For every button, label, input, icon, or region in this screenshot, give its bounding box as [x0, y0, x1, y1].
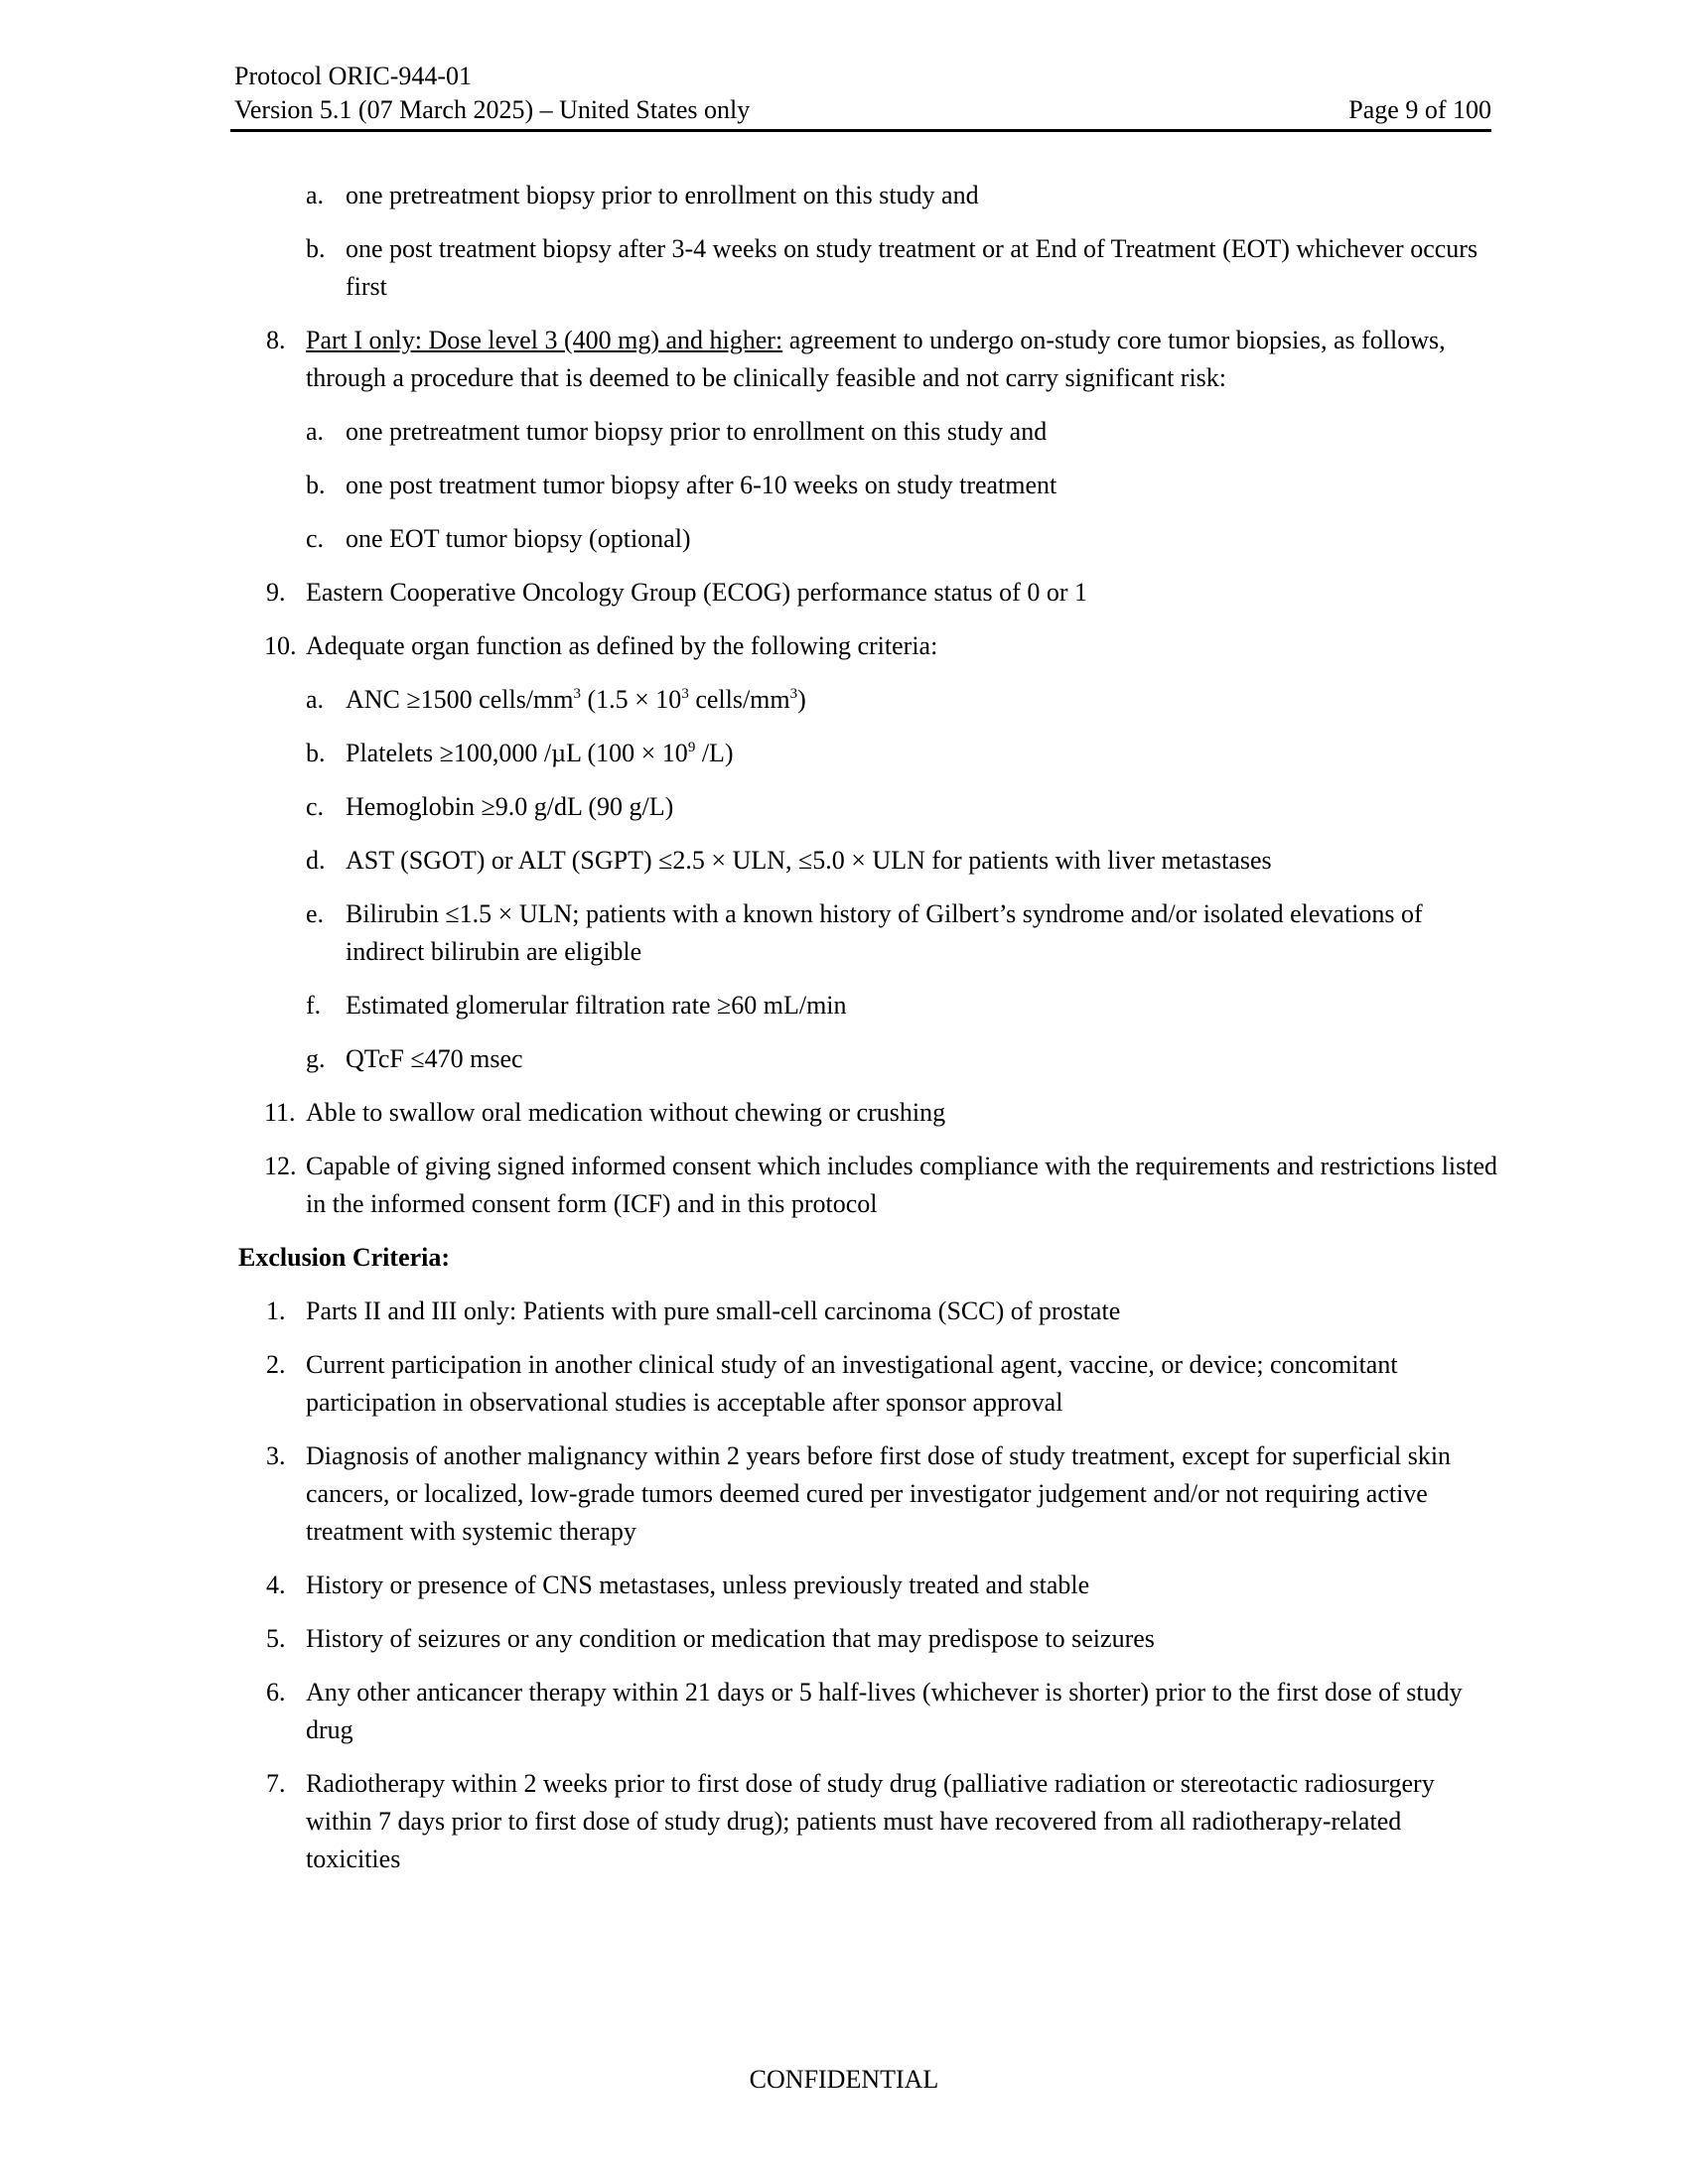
- list-item: a. one pretreatment biopsy prior to enrollment on this study and: [306, 181, 979, 209]
- inclusion-item-10: 10. Adequate organ function as defined by the following criteria:: [264, 631, 938, 660]
- document-body: [238, 177, 1499, 1894]
- exclusion-item: 3. Diagnosis of another malignancy within 2 years before first dose of study treatment, except for superficial skin cancers, or localized, low-grade tumors deemed cured per investigator judgement and/or not requiring active treatment with systemic therapy: [266, 1441, 1452, 1546]
- underlined-condition: Part I only: Dose level 3 (400 mg) and higher:: [306, 326, 783, 354]
- list-item: e. Bilirubin ≤1.5 × ULN; patients with a known history of Gilbert’s syndrome and/or isolated elevations of indirect bilirubin are eligible: [306, 899, 1423, 966]
- list-item: b. Platelets ≥100,000 /µL ($100 \times 10^9$ /L): [306, 739, 734, 767]
- list-item: d. AST (SGOT) or ALT (SGPT) ≤2.5 × ULN, ≤5.0 × ULN for patients with liver metastases: [306, 846, 1272, 875]
- exclusion-item: 4. History or presence of CNS metastases, unless previously treated and stable: [266, 1570, 1090, 1599]
- inclusion-item-12: 12. Capable of giving signed informed consent which includes compliance with the requirements and restrictions listed in the informed consent form (ICF) and in this protocol: [264, 1152, 1498, 1218]
- list-item: a. ANC ≥1500 cells/$mm^3$ ($1.5 \times 10^3$ cells/$mm^3$): [306, 685, 806, 714]
- list-item: g. QTcF ≤470 msec: [306, 1044, 523, 1073]
- page-header: [234, 60, 1491, 127]
- exclusion-item: 1. Parts II and III only: Patients with pure small-cell carcinoma (SCC) of prostate: [266, 1297, 1121, 1325]
- inclusion-item-9: 9. Eastern Cooperative Oncology Group (ECOG) performance status of 0 or 1: [266, 578, 1087, 607]
- exclusion-item: 2. Current participation in another clinical study of an investigational agent, vaccine, or device; concomitant participation in observational studies is acceptable after sponsor approval: [266, 1350, 1398, 1417]
- list-item: b. one post treatment biopsy after 3-4 weeks on study treatment or at End of Treatment (EOT) whichever occurs first: [306, 234, 1478, 301]
- inclusion-item-8: 8. Part I only: Dose level 3 (400 mg) and higher: agreement to undergo on-study core tumor biopsies, as follows, through a procedure that is deemed to be clinically feasible and not carry significant risk:: [266, 326, 1446, 392]
- inclusion-item-11: 11. Able to swallow oral medication without chewing or crushing: [264, 1098, 946, 1127]
- list-item: f. Estimated glomerular filtration rate ≥60 mL/min: [306, 991, 847, 1020]
- list-item: a. one pretreatment tumor biopsy prior to enrollment on this study and: [306, 417, 1048, 446]
- version-info: Version 5.1 (07 March 2025) – United States only: [234, 95, 751, 124]
- confidential-footer: CONFIDENTIAL: [749, 2065, 939, 2094]
- list-item: c. one EOT tumor biopsy (optional): [306, 524, 691, 553]
- exclusion-item: 7. Radiotherapy within 2 weeks prior to first dose of study drug (palliative radiation or stereotactic radiosurgery within 7 days prior to first dose of study drug); patients must have recovered from all radiotherapy-related toxicities: [266, 1769, 1435, 1873]
- list-item: c. Hemoglobin ≥9.0 g/dL (90 g/L): [306, 792, 674, 821]
- page-number: Page 9 of 100: [1348, 95, 1491, 124]
- exclusion-item: 6. Any other anticancer therapy within 21 days or 5 half-lives (whichever is shorter) prior to the first dose of study drug: [266, 1678, 1463, 1744]
- list-item: b. one post treatment tumor biopsy after 6-10 weeks on study treatment: [306, 471, 1057, 499]
- header-rule: [230, 129, 1491, 132]
- protocol-id: Protocol ORIC-944-01: [234, 62, 473, 90]
- exclusion-item: 5. History of seizures or any condition or medication that may predispose to seizures: [266, 1624, 1155, 1653]
- exclusion-heading: Exclusion Criteria:: [238, 1243, 451, 1272]
